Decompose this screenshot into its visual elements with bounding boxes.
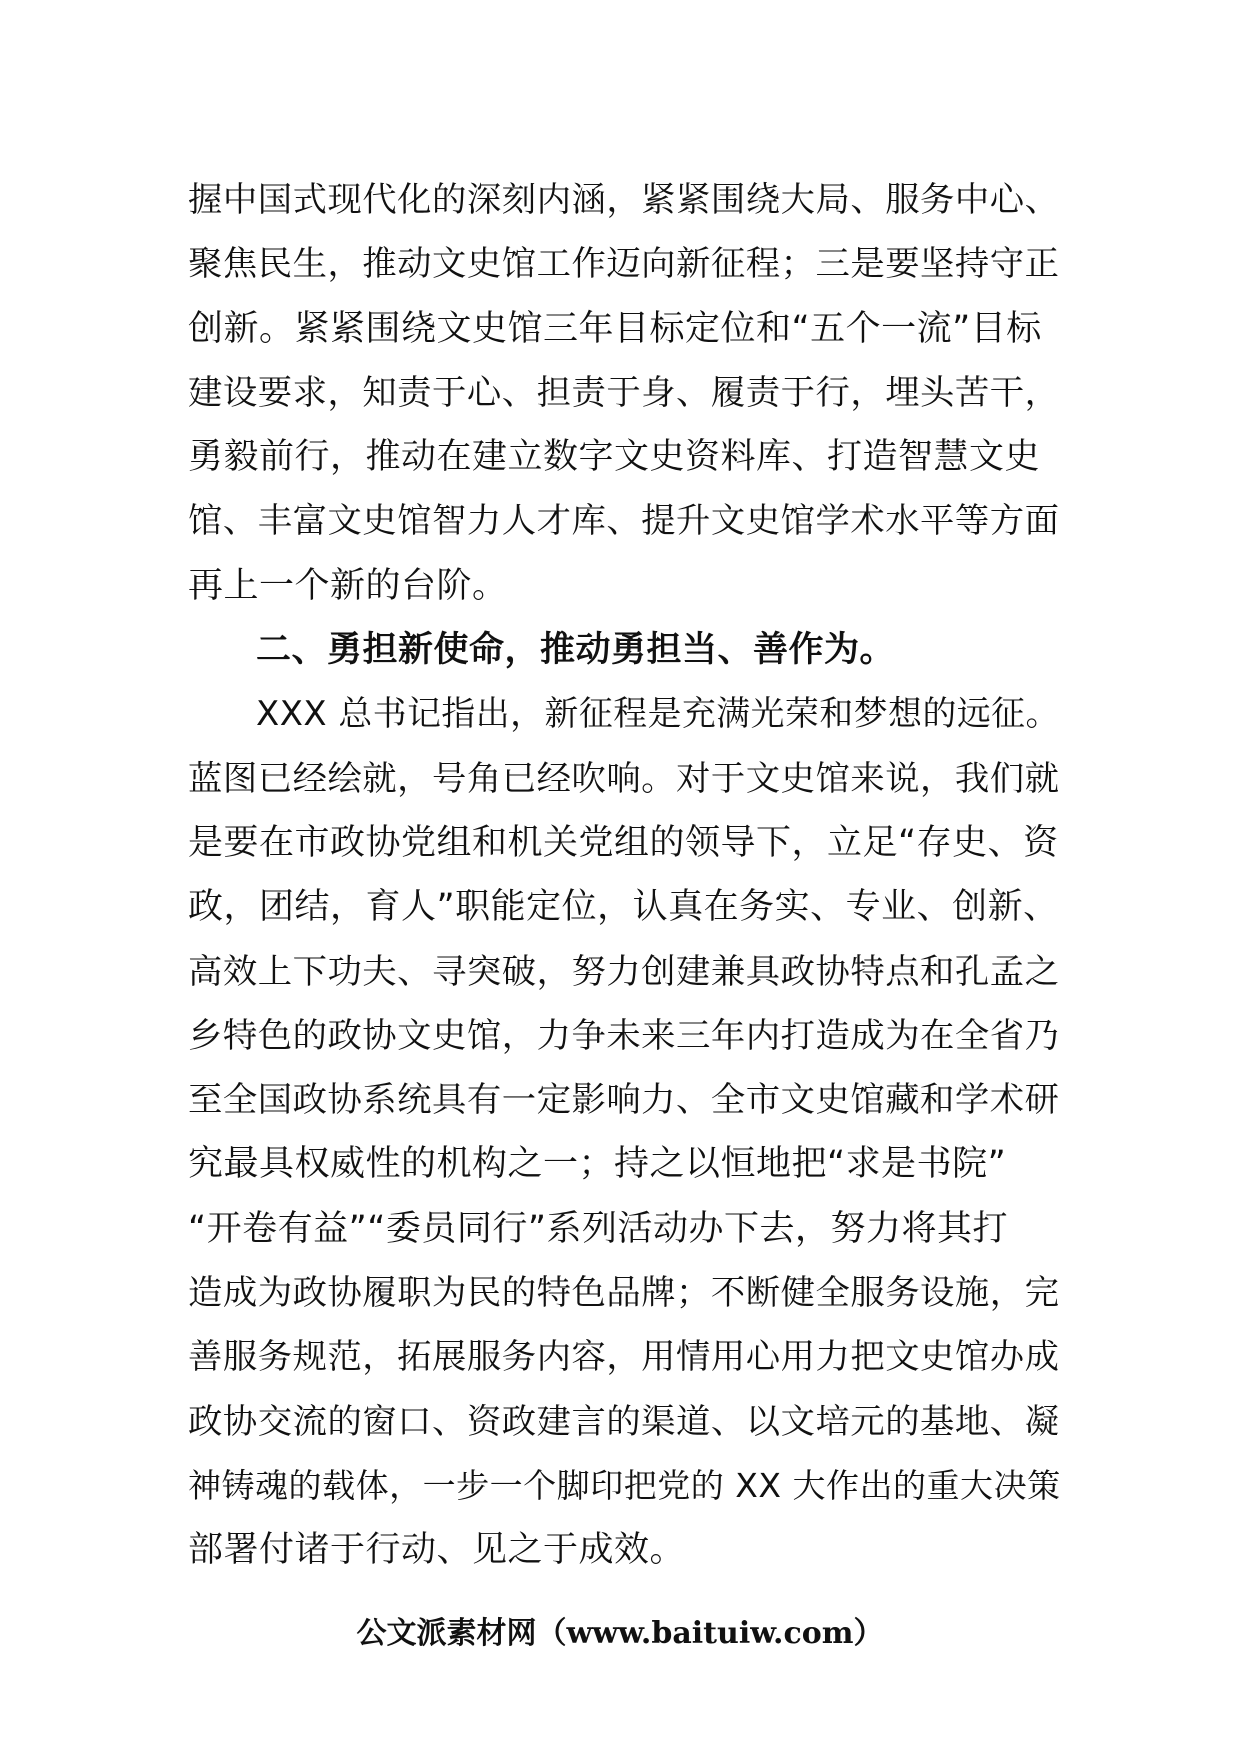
text-line: 高效上下功夫、寻突破，努力创建兼具政协特点和孔孟之 xyxy=(188,951,1060,992)
document-body xyxy=(188,168,1060,1583)
text-line: 聚焦民生，推动文史馆工作迈向新征程；三是要坚持守正 xyxy=(188,244,1060,285)
text-line: 乡特色的政协文史馆，力争未来三年内打造成为在全省乃 xyxy=(188,1015,1060,1056)
text-line: 部署付诸于行动、见之于成效。 xyxy=(188,1530,686,1571)
text-line: 究最具权威性的机构之一；持之以恒地把“求是书院” xyxy=(188,1144,1007,1185)
section-heading: 二、勇担新使命，推动勇担当、善作为。 xyxy=(256,630,896,671)
text-line: 再上一个新的台阶。 xyxy=(188,565,508,606)
text-line: 蓝图已经绘就，号角已经吹响。对于文史馆来说，我们就 xyxy=(188,758,1060,799)
text-line: “开卷有益”“委员同行”系列活动办下去，努力将其打 xyxy=(188,1208,1009,1249)
text-line: XXX 总书记指出，新征程是充满光荣和梦想的远征。 xyxy=(256,694,1060,734)
text-line: 政协交流的窗口、资政建言的渠道、以文培元的基地、凝 xyxy=(188,1401,1060,1442)
text-line: 造成为政协履职为民的特色品牌；不断健全服务设施，完 xyxy=(188,1273,1060,1314)
text-line: 创新。紧紧围绕文史馆三年目标定位和“五个一流”目标 xyxy=(188,308,1042,349)
text-line: 馆、丰富文史馆智力人才库、提升文史馆学术水平等方面 xyxy=(188,501,1060,542)
text-line: 是要在市政协党组和机关党组的领导下，立足“存史、资 xyxy=(188,822,1059,863)
footer-watermark: 公文派素材网（www.baituiw.com） xyxy=(356,1616,884,1651)
text-line: 善服务规范，拓展服务内容，用情用心用力把文史馆办成 xyxy=(188,1337,1060,1378)
text-line: 握中国式现代化的深刻内涵，紧紧围绕大局、服务中心、 xyxy=(188,180,1060,220)
text-line: 神铸魂的载体，一步一个脚印把党的 XX 大作出的重大决策 xyxy=(188,1465,1061,1505)
text-line: 建设要求，知责于心、担责于身、履责于行，埋头苦干， xyxy=(188,372,1060,413)
text-line: 勇毅前行，推动在建立数字文史资料库、打造智慧文史 xyxy=(188,437,1041,478)
text-line: 至全国政协系统具有一定影响力、全市文史馆藏和学术研 xyxy=(188,1080,1060,1121)
text-line: 政，团结，育人”职能定位，认真在务实、专业、创新、 xyxy=(188,887,1059,928)
